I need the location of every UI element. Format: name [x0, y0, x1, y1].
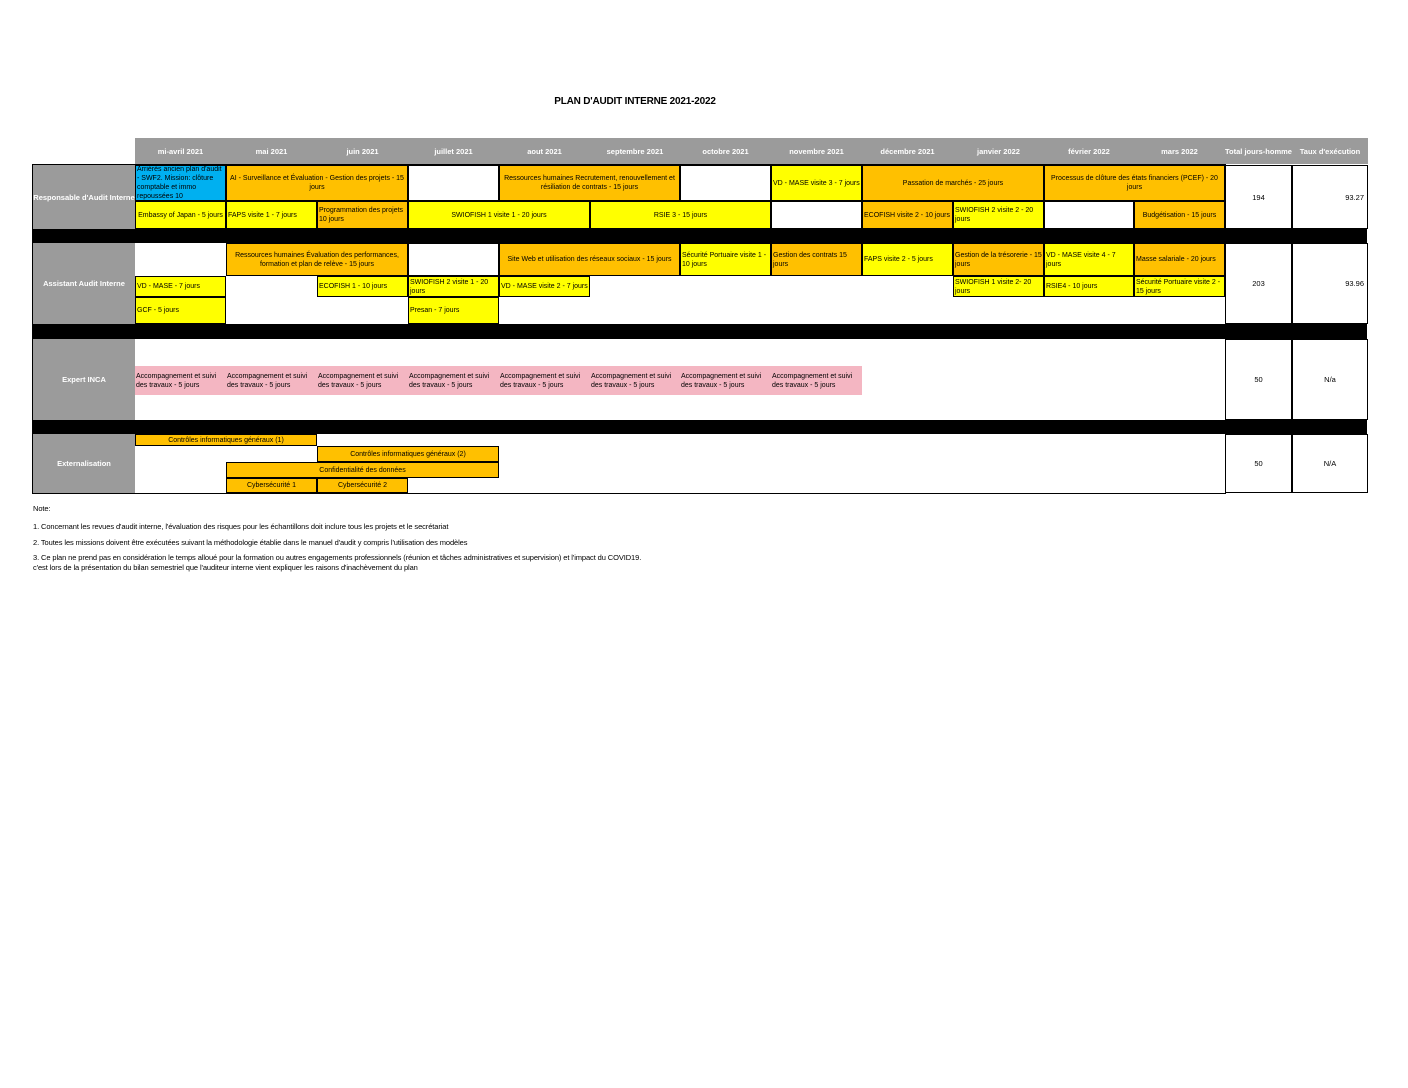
task-controles-informatiques-2: Contrôles informatiques généraux (2) — [317, 446, 499, 462]
task-arrieres-ancien-plan: Arriérés ancien plan d'audit - SWF2. Mission: clôture comptable et immo repoussées 10 — [135, 165, 226, 201]
header-month: décembre 2021 — [862, 138, 953, 164]
task-controles-informatiques-1: Contrôles informatiques généraux (1) — [135, 434, 317, 446]
task-securite-portuaire-visite-2: Sécurité Portuaire visite 2 - 15 jours — [1134, 276, 1225, 297]
empty-cell — [135, 243, 226, 276]
taux-inca: N/a — [1292, 339, 1368, 420]
task-securite-portuaire-visite-1: Sécurité Portuaire visite 1 - 10 jours — [680, 243, 771, 276]
section-separator — [33, 420, 1367, 434]
total-aai: 203 — [1225, 243, 1292, 324]
page-title: PLAN D'AUDIT INTERNE 2021-2022 — [554, 96, 716, 107]
task-swiofish-2-visite-2: SWIOFISH 2 visite 2 - 20 jours — [953, 201, 1044, 229]
header-month: novembre 2021 — [771, 138, 862, 164]
header-month: septembre 2021 — [590, 138, 680, 164]
task-masse-salariale: Masse salariale - 20 jours — [1134, 243, 1225, 276]
task-vd-mase-visite-4: VD - MASE visite 4 - 7 jours — [1044, 243, 1134, 276]
task-vd-mase-visite-3: VD - MASE visite 3 - 7 jours — [771, 165, 862, 201]
task-accompagnement-suivi: Accompagnement et suivi des travaux - 5 jours — [408, 366, 499, 395]
task-ecofish-visite-2: ECOFISH visite 2 - 10 jours — [862, 201, 953, 229]
task-passation-de-marches: Passation de marchés - 25 jours — [862, 165, 1044, 201]
task-rsie-3: RSIE 3 - 15 jours — [590, 201, 771, 229]
header-month: mars 2022 — [1134, 138, 1225, 164]
task-accompagnement-suivi: Accompagnement et suivi des travaux - 5 jours — [226, 366, 317, 395]
task-embassy-of-japan: Embassy of Japan - 5 jours — [135, 201, 226, 229]
row-label-expert-inca: Expert INCA — [33, 339, 135, 420]
task-ai-surveillance-evaluation: AI - Surveillance et Évaluation - Gestion des projets - 15 jours — [226, 165, 408, 201]
task-ecofish-1: ECOFISH 1 - 10 jours — [317, 276, 408, 297]
row-label-assistant-audit-interne: Assistant Audit Interne — [33, 243, 135, 324]
header-month: aout 2021 — [499, 138, 590, 164]
task-budgetisation: Budgétisation - 15 jours — [1134, 201, 1225, 229]
task-processus-cloture-etats-financiers: Processus de clôture des états financiers (PCEF) - 20 jours — [1044, 165, 1225, 201]
note-1: 1. Concernant les revues d'audit interne, l'évaluation des risques pour les échantillons doit inclure tous les projets et le secrétariat — [33, 522, 449, 531]
task-accompagnement-suivi: Accompagnement et suivi des travaux - 5 jours — [135, 366, 226, 395]
total-rai: 194 — [1225, 165, 1292, 229]
task-vd-mase: VD - MASE - 7 jours — [135, 276, 226, 297]
task-faps-visite-2: FAPS visite 2 - 5 jours — [862, 243, 953, 276]
header-total-jours-homme: Total jours-homme — [1225, 138, 1292, 164]
taux-aai: 93.96 — [1292, 243, 1368, 324]
empty-cell — [680, 165, 771, 201]
total-inca: 50 — [1225, 339, 1292, 420]
section-separator — [33, 229, 1367, 243]
empty-cell — [408, 165, 499, 201]
task-swiofish-2-visite-1: SWIOFISH 2 visite 1 - 20 jours — [408, 276, 499, 297]
row-label-externalisation: Externalisation — [33, 434, 135, 493]
task-vd-mase-visite-2: VD - MASE visite 2 - 7 jours — [499, 276, 590, 297]
task-confidentialite-des-donnees: Confidentialité des données — [226, 462, 499, 478]
task-accompagnement-suivi: Accompagnement et suivi des travaux - 5 jours — [771, 366, 862, 395]
task-cybersecurite-1: Cybersécurité 1 — [226, 478, 317, 493]
taux-ext: N/A — [1292, 434, 1368, 493]
task-accompagnement-suivi: Accompagnement et suivi des travaux - 5 jours — [499, 366, 590, 395]
notes-heading: Note: — [33, 504, 51, 513]
section-separator — [33, 324, 1367, 339]
header-month: juin 2021 — [317, 138, 408, 164]
task-swiofish-1-visite-2: SWIOFISH 1 visite 2- 20 jours — [953, 276, 1044, 297]
empty-cell — [1044, 201, 1134, 229]
task-swiofish-1-visite-1: SWIOFISH 1 visite 1 - 20 jours — [408, 201, 590, 229]
task-rsie4: RSIE4 - 10 jours — [1044, 276, 1134, 297]
task-site-web-reseaux-sociaux: Site Web et utilisation des réseaux sociaux - 15 jours — [499, 243, 680, 276]
header-month: mi-avril 2021 — [135, 138, 226, 164]
header-taux-execution: Taux d'exécution — [1292, 138, 1368, 164]
note-2: 2. Toutes les missions doivent être exécutées suivant la méthodologie établie dans le manuel d'audit y compris l'utilisation des modèles — [33, 538, 468, 547]
task-presan: Presan - 7 jours — [408, 297, 499, 324]
task-ressources-humaines-recrutement: Ressources humaines Recrutement, renouvellement et résiliation de contrats - 15 jours — [499, 165, 680, 201]
task-accompagnement-suivi: Accompagnement et suivi des travaux - 5 jours — [590, 366, 680, 395]
header-month: octobre 2021 — [680, 138, 771, 164]
header-month: juillet 2021 — [408, 138, 499, 164]
task-gestion-tresorerie: Gestion de la trésorerie - 15 jours — [953, 243, 1044, 276]
task-ressources-humaines-evaluation: Ressources humaines Évaluation des performances, formation et plan de relève - 15 jours — [226, 243, 408, 276]
total-ext: 50 — [1225, 434, 1292, 493]
task-gestion-des-contrats: Gestion des contrats 15 jours — [771, 243, 862, 276]
empty-cell — [771, 201, 862, 229]
header-month: janvier 2022 — [953, 138, 1044, 164]
task-accompagnement-suivi: Accompagnement et suivi des travaux - 5 jours — [317, 366, 408, 395]
empty-cell — [408, 243, 499, 276]
header-month: mai 2021 — [226, 138, 317, 164]
header-month: février 2022 — [1044, 138, 1134, 164]
note-3-continued: c'est lors de la présentation du bilan semestriel que l'auditeur interne vient expliquer les raisons d'inachèvement du plan — [33, 563, 418, 572]
task-cybersecurite-2: Cybersécurité 2 — [317, 478, 408, 493]
task-faps-visite-1: FAPS visite 1 - 7 jours — [226, 201, 317, 229]
taux-rai: 93.27 — [1292, 165, 1368, 229]
row-label-responsable-audit-interne: Responsable d'Audit Interne — [33, 165, 135, 229]
task-accompagnement-suivi: Accompagnement et suivi des travaux - 5 jours — [680, 366, 771, 395]
note-3: 3. Ce plan ne prend pas en considération le temps alloué pour la formation ou autres engagements professionnels (réunion et tâches administratives et supervision) et l'impact du COVID19. — [33, 553, 642, 562]
task-gcf: GCF - 5 jours — [135, 297, 226, 324]
task-programmation-des-projets: Programmation des projets 10 jours — [317, 201, 408, 229]
